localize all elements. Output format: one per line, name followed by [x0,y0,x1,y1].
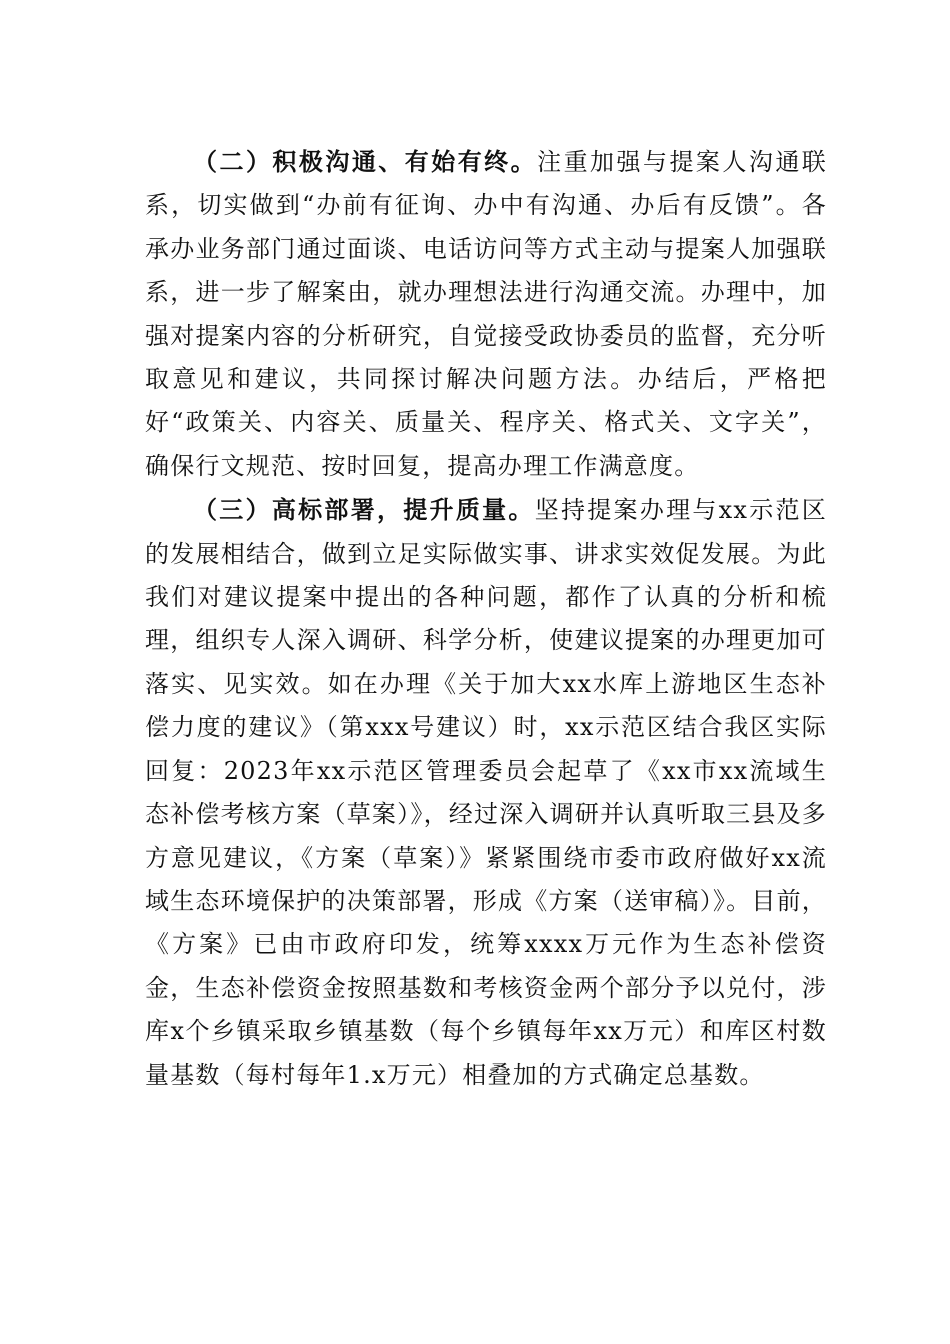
paragraph-text-quality: 坚持提案办理与xx示范区的发展相结合，做到立足实际做实事、讲求实效促发展。为此我们对建议提案中提出的各种问题，都作了认真的分析和梳理，组织专人深入调研、科学分析，使建议提案的办理更加可落实、见实效。如在办理《关于加大xx水库上游地区生态补偿力度的建议》（第xxx号建议）时，xx示范区结合我区实际回复：2023年xx示范区管理委员会起草了《xx市xx流域生态补偿考核方案（草案）》，经过深入调研并认真听取三县及多方意见建议，《方案（草案）》紧紧围绕市委市政府做好xx流域生态环境保护的决策部署，形成《方案（送审稿）》。目前，《方案》已由市政府印发，统筹xxxx万元作为生态补偿资金，生态补偿资金按照基数和考核资金两个部分予以兑付，涉库x个乡镇采取乡镇基数（每个乡镇每年xx万元）和库区村数量基数（每村每年1.x万元）相叠加的方式确定总基数。 [145,496,827,1089]
paragraph-heading-communication: （二）积极沟通、有始有终。 [193,147,538,176]
paragraph-heading-quality: （三）高标部署，提升质量。 [193,495,535,525]
document-body [145,140,827,1097]
paragraph-quality [145,488,827,1097]
paragraph-text-communication: 注重加强与提案人沟通联系，切实做到“办前有征询、办中有沟通、办后有反馈”。各承办业务部门通过面谈、电话访问等方式主动与提案人加强联系，进一步了解案由，就办理想法进行沟通交流。办理中，加强对提案内容的分析研究，自觉接受政协委员的监督，充分听取意见和建议，共同探讨解决问题方法。办结后，严格把好“政策关、内容关、质量关、程序关、格式关、文字关”，确保行文规范、按时回复，提高办理工作满意度。 [145,148,827,480]
paragraph-communication [145,140,827,488]
